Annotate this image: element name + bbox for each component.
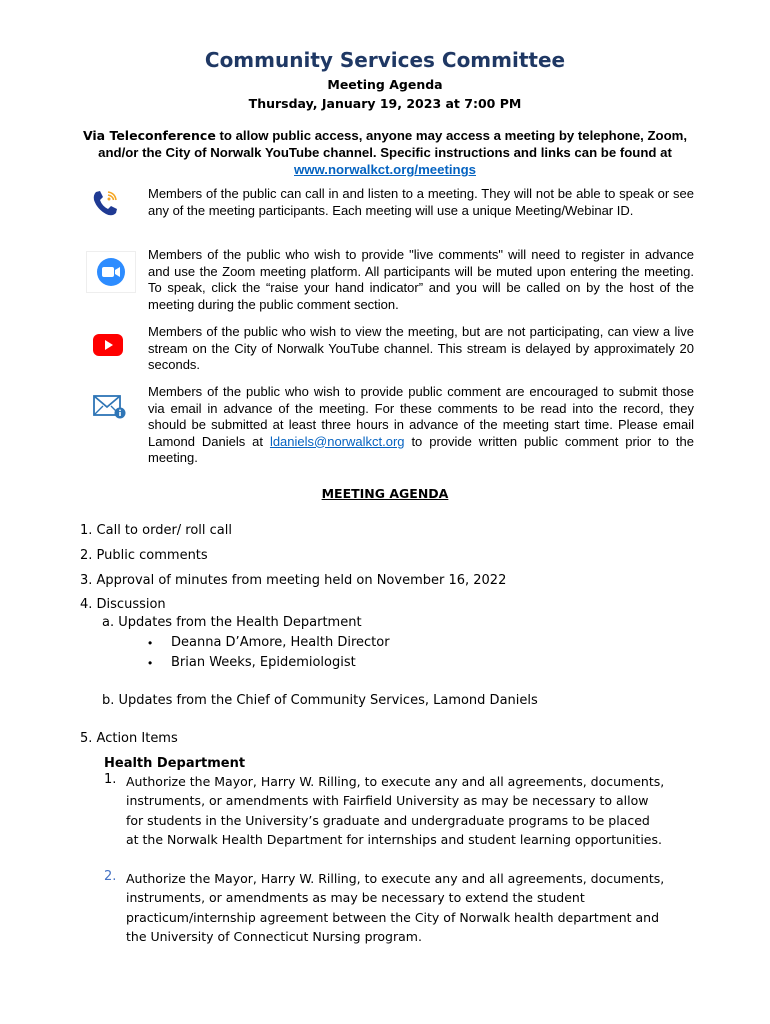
agenda-item-2: 2. Public comments	[80, 548, 208, 563]
page-title: Community Services Committee	[204, 48, 566, 72]
phone-instructions: Members of the public can call in and listen to a meeting. They will not be able to speak or see any of the meeting participants. Each meeting will use a unique Meeting/Webinar ID.	[148, 186, 694, 218]
email-text-before: Members of the public who wish to provide public comment are encouraged to submit those via email in advance of the meeting. For these comments to be read into the record, they should be submitted at least three hours in advance of the meeting start time. Please email Lamond Daniels at	[148, 384, 694, 449]
agenda-item-4: 4. Discussion	[80, 597, 166, 612]
bullet-item-epidemiologist: Brian Weeks, Epidemiologist	[171, 655, 356, 670]
email-link[interactable]: ldaniels@norwalkct.org	[269, 433, 405, 449]
intro-paragraph	[78, 127, 692, 178]
agenda-item-1: 1. Call to order/ roll call	[80, 523, 233, 538]
action-item-1-number: 1.	[104, 772, 117, 787]
agenda-item-5: 5. Action Items	[80, 731, 178, 746]
phone-icon	[88, 186, 122, 225]
page-subtitle: Meeting Agenda	[327, 77, 443, 92]
intro-lead: Via Teleconference	[82, 128, 216, 143]
agenda-subitem-b: b. Updates from the Chief of Community Services, Lamond Daniels	[102, 693, 538, 708]
health-department-heading: Health Department	[104, 756, 246, 771]
bullet-marker: •	[148, 636, 153, 650]
action-item-2-number: 2.	[104, 869, 117, 884]
meeting-date: Thursday, January 19, 2023 at 7:00 PM	[248, 96, 522, 111]
email-text-after: to provide written public comment prior to the meeting.	[148, 433, 694, 465]
bullet-item-health-director: Deanna D’Amore, Health Director	[171, 635, 390, 650]
email-icon	[93, 394, 127, 425]
youtube-instructions: Members of the public who wish to view the meeting, but are not participating, can view a live stream on the City of Norwalk YouTube channel. This stream is delayed by approximately 20 seconds.	[148, 324, 694, 372]
agenda-subitem-a: a. Updates from the Health Department	[102, 615, 362, 630]
youtube-icon	[92, 333, 124, 362]
zoom-icon	[86, 251, 136, 298]
agenda-heading: MEETING AGENDA	[321, 486, 449, 501]
bullet-marker: •	[148, 656, 153, 670]
zoom-instructions: Members of the public who wish to provide "live comments" will need to register in advance and use the Zoom meeting platform. All participants will be muted upon entering the meeting. To speak, click the “raise your hand indicator” and you will be called on by the host of the meeting during the public comment section.	[148, 247, 694, 312]
intro-text: to allow public access, anyone may access a meeting by telephone, Zoom, and/or the City of Norwalk YouTube channel. Specific instructions and links can be found at	[98, 128, 688, 160]
action-item-1-text: Authorize the Mayor, Harry W. Rilling, to execute any and all agreements, documents, instruments, or amendments with Fairfield University as may be necessary to allow for students in the University’s graduate and undergraduate programs to be placed at the Norwalk Health Department for internships and student learning opportunities.	[126, 774, 665, 847]
action-item-2-text: Authorize the Mayor, Harry W. Rilling, to execute any and all agreements, documents, instruments, or amendments as may be necessary to extend the student practicum/internship agreement between the City of Norwalk health department and the University of Connecticut Nursing program.	[126, 871, 665, 944]
meetings-link[interactable]: www.norwalkct.org/meetings	[294, 162, 476, 177]
email-instructions	[148, 384, 694, 467]
agenda-item-3: 3. Approval of minutes from meeting held on November 16, 2022	[80, 573, 507, 588]
